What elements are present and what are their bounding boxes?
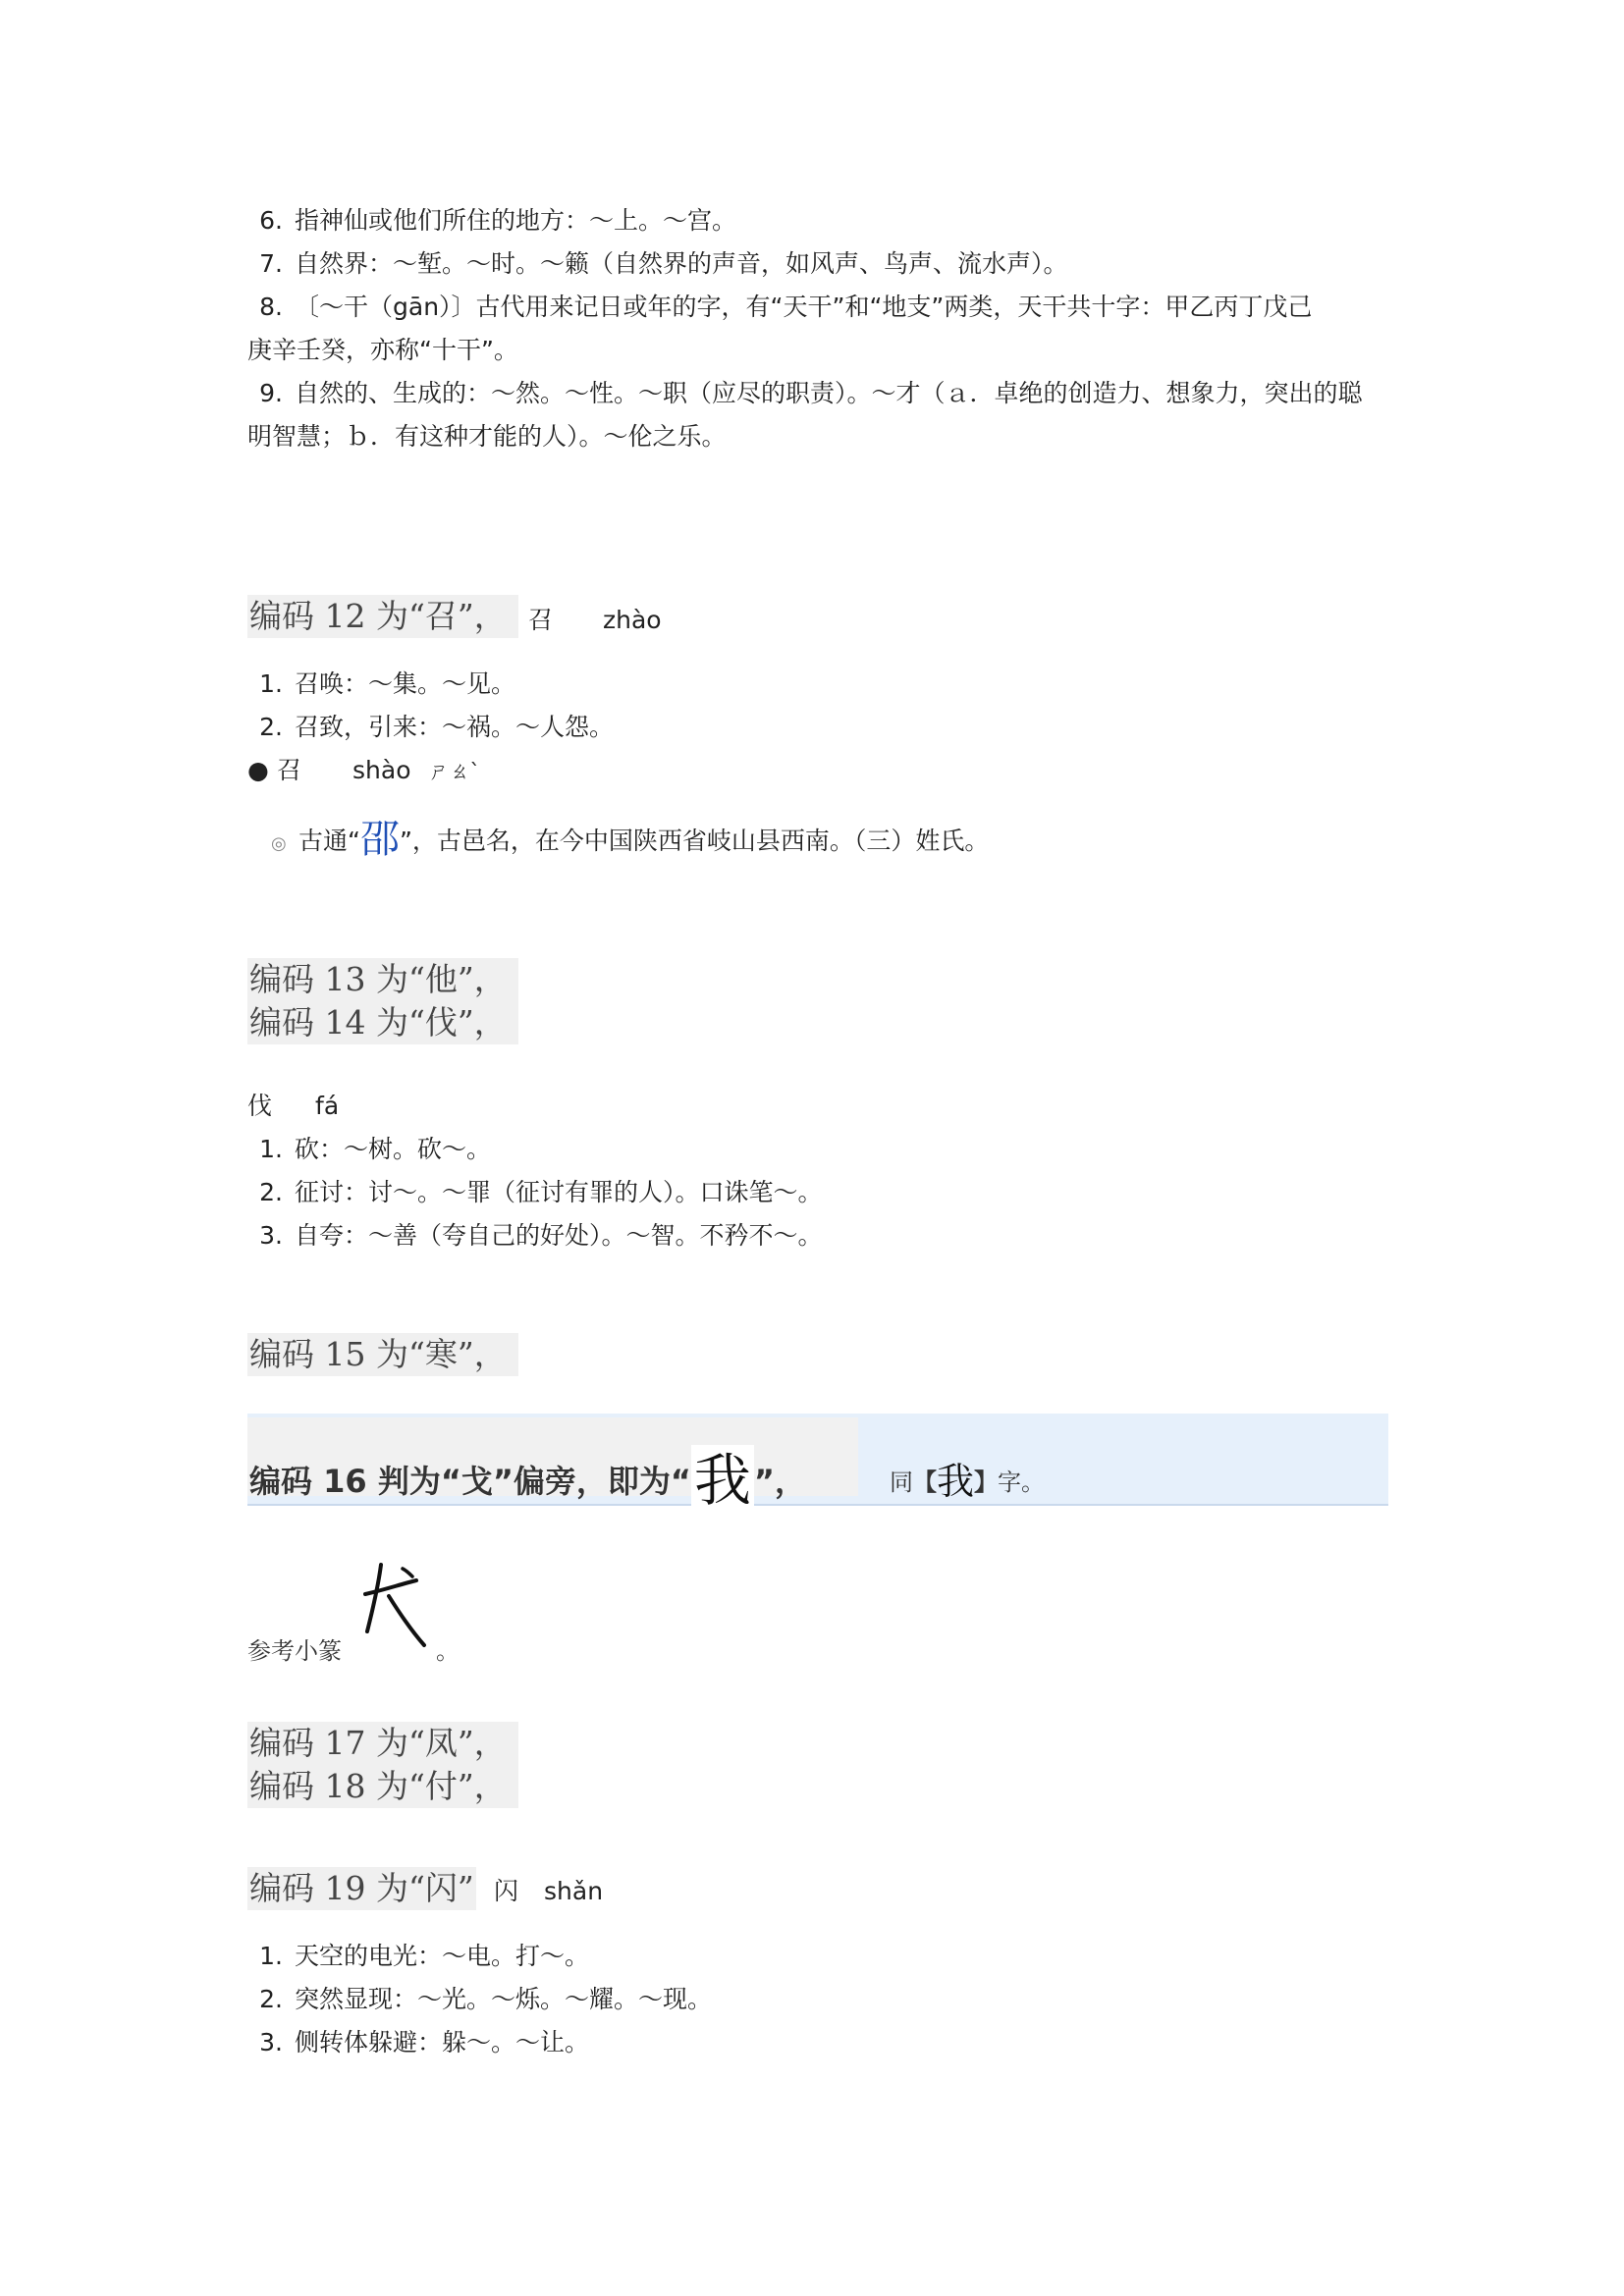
definition-item bbox=[247, 2028, 589, 2057]
item-number: 1. bbox=[259, 1135, 283, 1163]
item-text: 〔～干（gān）〕古代用来记日或年的字，有“天干”和“地支”两类，天干共十字：甲乙丙丁戊己 bbox=[295, 293, 1313, 321]
item-text: 征讨：讨～。～罪（征讨有罪的人）。口诛笔～。 bbox=[295, 1178, 823, 1206]
item-text: 召唤：～集。～见。 bbox=[295, 669, 516, 698]
definition-item-continued bbox=[247, 422, 727, 452]
item-number: 2. bbox=[259, 1178, 283, 1206]
item-number: 2. bbox=[259, 713, 283, 741]
note-text: 古通“ bbox=[298, 827, 360, 855]
item-text: 召致，引来：～祸。～人怨。 bbox=[295, 713, 615, 741]
item-text: 突然显现：～光。～烁。～耀。～现。 bbox=[295, 1985, 713, 2013]
definition-item-continued bbox=[247, 336, 518, 365]
code-14-pinyin: fá bbox=[315, 1092, 340, 1120]
code-14-char: 伐 bbox=[247, 1092, 273, 1120]
item-number: 3. bbox=[259, 1221, 283, 1250]
seal-script-end: 。 bbox=[436, 1637, 460, 1665]
code-19-heading: 编码 19 为“闪” bbox=[247, 1867, 476, 1910]
alt-reading-zhuyin: ㄕㄠˋ bbox=[428, 760, 481, 783]
item-text: 自然界：～堑。～时。～籁（自然界的声音，如风声、鸟声、流水声）。 bbox=[295, 249, 1068, 278]
item-number: 8. bbox=[259, 293, 283, 321]
item-number: 7. bbox=[259, 249, 283, 278]
note-highlight-char: 邵 bbox=[359, 817, 400, 862]
code-12-heading: 编码 12 为“召”， bbox=[247, 595, 518, 638]
code-15-heading: 编码 15 为“寒”， bbox=[247, 1333, 518, 1376]
item-number: 2. bbox=[259, 1985, 283, 2013]
item-number: 9. bbox=[259, 379, 283, 407]
definition-item bbox=[247, 379, 1363, 408]
note-text: ”，古邑名，在今中国陕西省岐山县西南。（三）姓氏。 bbox=[399, 827, 990, 855]
item-text: 自夸：～善（夸自己的好处）。～智。不矜不～。 bbox=[295, 1221, 823, 1250]
alt-reading bbox=[247, 756, 480, 786]
code-16-same-as bbox=[890, 1451, 1045, 1505]
alt-reading-pinyin: shào bbox=[352, 756, 411, 784]
same-as-text: 同 bbox=[890, 1468, 913, 1496]
code-13-heading: 编码 13 为“他”， bbox=[247, 958, 518, 1001]
code-19-char: 闪 bbox=[494, 1877, 519, 1905]
code-14-entry bbox=[247, 1092, 339, 1121]
definition-item bbox=[247, 1942, 589, 1971]
definition-item bbox=[247, 1221, 823, 1251]
definition-item bbox=[247, 293, 1312, 322]
definition-item bbox=[247, 1178, 823, 1207]
circle-bullet-icon: ◎ bbox=[271, 833, 287, 854]
item-text: 指神仙或他们所住的地方：～上。～宫。 bbox=[295, 206, 737, 235]
code-12-pinyin: zhào bbox=[603, 606, 662, 634]
definition-item bbox=[247, 713, 614, 742]
definition-item bbox=[247, 669, 515, 699]
seal-script-label: 参考小篆 bbox=[247, 1637, 342, 1665]
bullet-icon: ● bbox=[247, 756, 269, 784]
same-as-text: 字。 bbox=[998, 1468, 1046, 1496]
item-number: 1. bbox=[259, 669, 283, 698]
code-18-heading: 编码 18 为“付”， bbox=[247, 1765, 518, 1808]
definition-item bbox=[247, 1985, 712, 2014]
item-number: 3. bbox=[259, 2028, 283, 2056]
same-as-char: 我 bbox=[937, 1460, 975, 1503]
definition-item bbox=[247, 206, 736, 236]
alt-reading-note bbox=[271, 817, 990, 862]
item-text: 庚辛壬癸，亦称“十干”。 bbox=[247, 336, 518, 364]
bracket-left: 【 bbox=[913, 1468, 937, 1496]
code-16-glyph: 我 bbox=[691, 1445, 754, 1520]
item-text: 砍：～树。砍～。 bbox=[295, 1135, 492, 1163]
bracket-right: 】 bbox=[974, 1468, 999, 1496]
seal-script-glyph bbox=[359, 1561, 428, 1649]
code-19-pinyin: shǎn bbox=[544, 1877, 604, 1905]
code-12-char: 召 bbox=[528, 606, 554, 634]
item-text: 明智慧；ｂ．有这种才能的人）。～伦之乐。 bbox=[247, 422, 727, 451]
item-text: 自然的、生成的：～然。～性。～职（应尽的职责）。～才（ａ．卓绝的创造力、想象力，突出的聪 bbox=[295, 379, 1363, 407]
code-16-heading bbox=[249, 1445, 806, 1520]
item-text: 天空的电光：～电。打～。 bbox=[295, 1942, 590, 1970]
definition-item bbox=[247, 249, 1068, 279]
item-number: 1. bbox=[259, 1942, 283, 1970]
code-16-heading-text: ”， bbox=[753, 1463, 806, 1500]
code-16-heading-text: 编码 16 判为“戈”偏旁，即为“ bbox=[249, 1463, 691, 1500]
item-number: 6. bbox=[259, 206, 283, 235]
alt-reading-char: 召 bbox=[277, 756, 302, 784]
code-17-heading: 编码 17 为“凤”， bbox=[247, 1722, 518, 1765]
code-14-heading: 编码 14 为“伐”， bbox=[247, 1001, 518, 1044]
item-text: 侧转体躲避：躲～。～让。 bbox=[295, 2028, 590, 2056]
definition-item bbox=[247, 1135, 491, 1164]
